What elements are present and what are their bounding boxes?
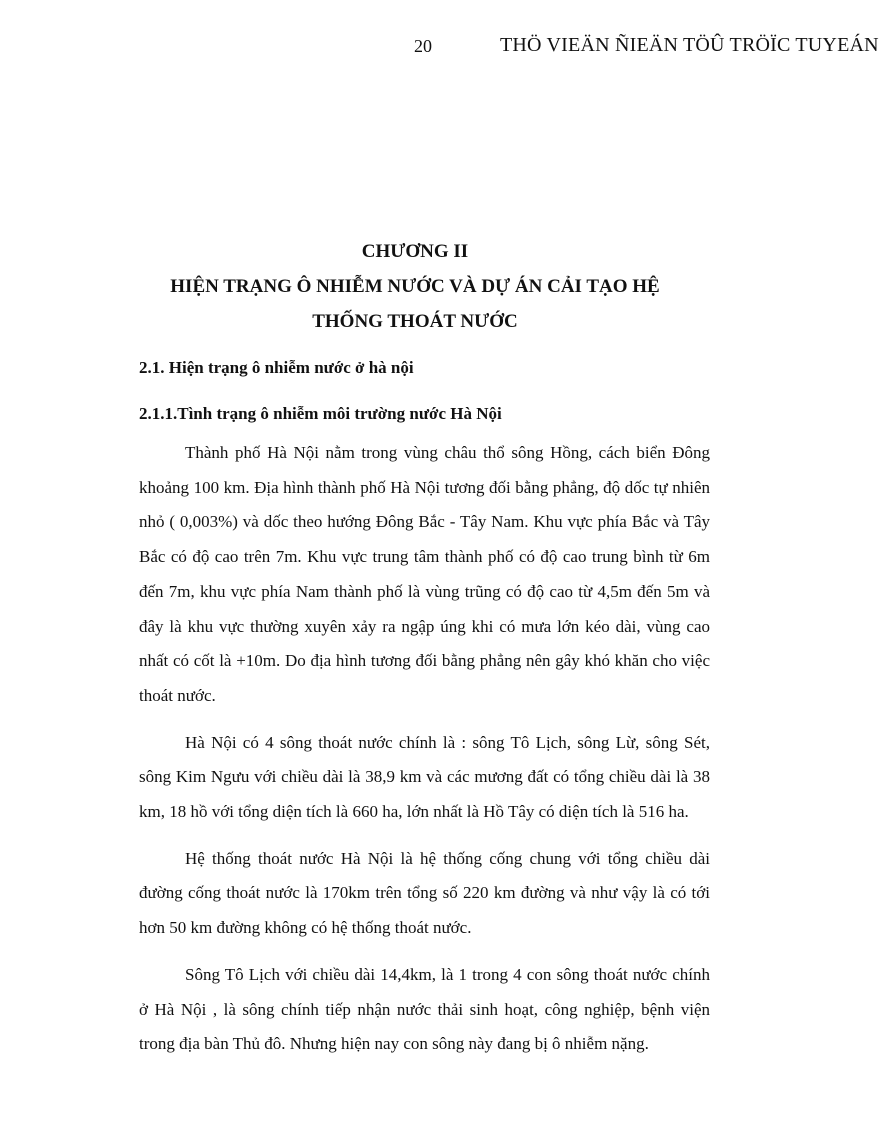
section-heading-2-1-1: 2.1.1.Tình trạng ô nhiễm môi trường nước Hà Nội: [139, 404, 502, 423]
chapter-label: CHƯƠNG II: [361, 241, 469, 262]
chapter-title-line-1: HIỆN TRẠNG Ô NHIỄM NƯỚC VÀ DỰ ÁN CẢI TẠO HỆ: [170, 276, 660, 297]
paragraph: Thành phố Hà Nội nằm trong vùng châu thổ sông Hồng, cách biển Đông khoảng 100 km. Địa hình thành phố Hà Nội tương đối bằng phẳng, độ dốc tự nhiên nhỏ ( 0,003%) và dốc theo hướng Đông Bắc - Tây Nam. Khu vực phía Bắc và Tây Bắc có độ cao trên 7m. Khu vực trung tâm thành phố có độ cao trung bình từ 6m đến 7m, khu vực phía Nam thành phố là vùng trũng có độ cao từ 4,5m đến 5m và đây là khu vực thường xuyên xảy ra ngập úng khi có mưa lớn kéo dài, vùng cao nhất có cốt là +10m. Do địa hình tương đối bằng phẳng nên gây khó khăn cho việc thoát nước.: [139, 443, 710, 705]
chapter-title-line-2: THỐNG THOÁT NƯỚC: [312, 311, 518, 332]
paragraph: Sông Tô Lịch với chiều dài 14,4km, là 1 trong 4 con sông thoát nước chính ở Hà Nội , là sông chính tiếp nhận nước thải sinh hoạt, công nghiệp, bệnh viện trong địa bàn Thủ đô. Nhưng hiện nay con sông này đang bị ô nhiễm nặng.: [139, 964, 710, 1054]
page-number: 20: [414, 36, 432, 56]
body-text: [139, 436, 710, 1074]
page-header: [0, 34, 879, 62]
chapter-heading: [120, 234, 710, 339]
paragraph: Hà Nội có 4 sông thoát nước chính là : sông Tô Lịch, sông Lừ, sông Sét, sông Kim Ngưu với chiều dài là 38,9 km và các mương đất có tổng chiều dài là 38 km, 18 hồ với tổng diện tích là 660 ha, lớn nhất là Hồ Tây có diện tích là 516 ha.: [139, 732, 710, 822]
running-title: THÖ VIEÄN ÑIEÄN TÖÛ TRÖÏC TUYEÁN: [500, 34, 879, 56]
paragraph: Hệ thống thoát nước Hà Nội là hệ thống cống chung với tổng chiều dài đường cống thoát nước là 170km trên tổng số 220 km đường và như vậy là có tới hơn 50 km đường không có hệ thống thoát nước.: [139, 848, 710, 938]
section-heading-2-1: 2.1. Hiện trạng ô nhiễm nước ở hà nội: [139, 358, 414, 377]
